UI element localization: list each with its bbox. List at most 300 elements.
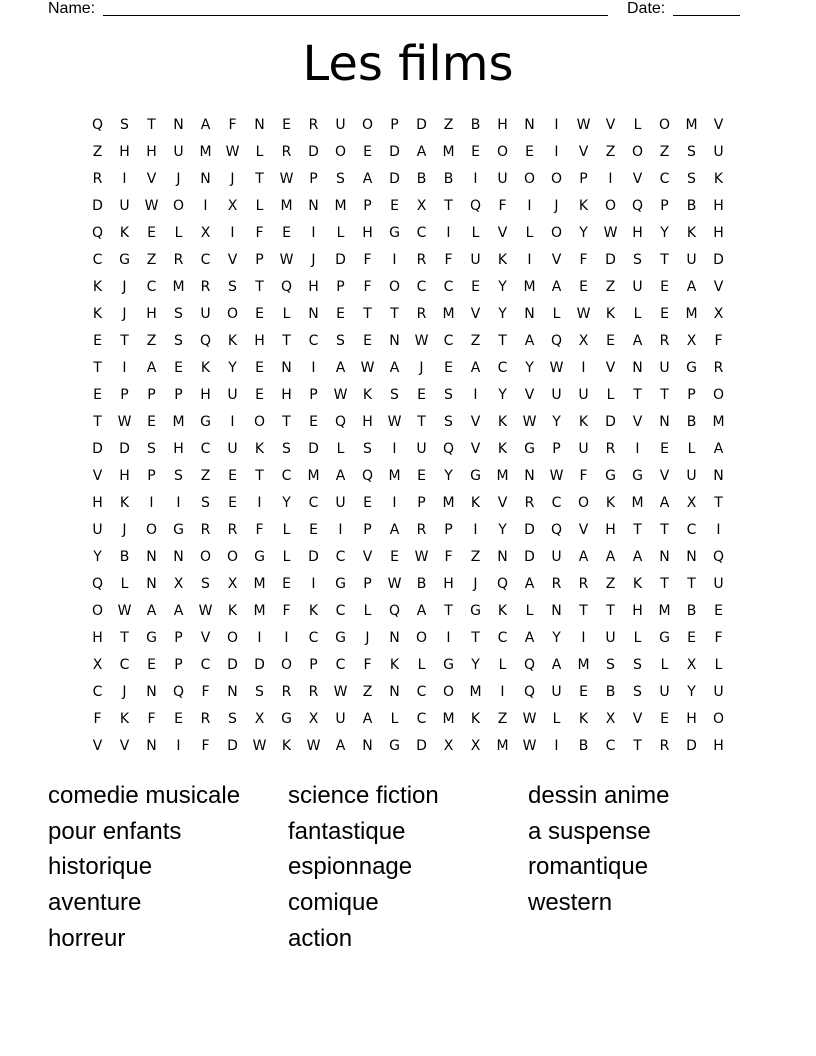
grid-letter[interactable]: M bbox=[442, 306, 455, 322]
grid-letter[interactable]: Y bbox=[498, 279, 507, 295]
grid-letter[interactable]: L bbox=[336, 225, 345, 241]
grid-letter[interactable]: F bbox=[228, 117, 237, 133]
grid-letter[interactable]: V bbox=[146, 171, 157, 187]
grid-letter[interactable]: A bbox=[686, 279, 697, 295]
grid-letter[interactable]: C bbox=[605, 738, 616, 754]
grid-letter[interactable]: V bbox=[92, 468, 103, 484]
grid-letter[interactable]: H bbox=[632, 603, 643, 619]
grid-letter[interactable]: I bbox=[230, 225, 235, 241]
grid-letter[interactable]: V bbox=[578, 522, 589, 538]
grid-letter[interactable]: W bbox=[117, 414, 132, 430]
grid-letter[interactable]: D bbox=[92, 441, 103, 457]
grid-letter[interactable]: V bbox=[632, 171, 643, 187]
grid-letter[interactable]: C bbox=[659, 171, 670, 187]
grid-letter[interactable]: Q bbox=[496, 576, 509, 592]
grid-letter[interactable]: D bbox=[92, 198, 103, 214]
grid-letter[interactable]: T bbox=[660, 387, 669, 403]
grid-letter[interactable]: A bbox=[632, 333, 643, 349]
grid-letter[interactable]: E bbox=[606, 333, 615, 349]
grid-letter[interactable]: P bbox=[363, 522, 372, 538]
grid-letter[interactable]: M bbox=[496, 468, 509, 484]
grid-letter[interactable]: I bbox=[635, 441, 640, 457]
grid-letter[interactable]: E bbox=[255, 306, 264, 322]
grid-letter[interactable]: B bbox=[605, 684, 616, 700]
grid-letter[interactable]: S bbox=[201, 576, 210, 592]
grid-letter[interactable]: S bbox=[444, 387, 453, 403]
grid-letter[interactable]: I bbox=[176, 495, 181, 511]
grid-letter[interactable]: Z bbox=[605, 576, 616, 592]
grid-letter[interactable]: V bbox=[497, 495, 508, 511]
grid-letter[interactable]: S bbox=[255, 684, 264, 700]
grid-letter[interactable]: J bbox=[473, 576, 478, 592]
grid-letter[interactable]: O bbox=[658, 117, 671, 133]
grid-letter[interactable]: A bbox=[362, 711, 373, 727]
grid-letter[interactable]: A bbox=[551, 279, 562, 295]
grid-letter[interactable]: V bbox=[470, 414, 481, 430]
grid-letter[interactable]: I bbox=[257, 630, 262, 646]
grid-letter[interactable]: C bbox=[335, 657, 346, 673]
grid-letter[interactable]: E bbox=[282, 225, 291, 241]
grid-letter[interactable]: A bbox=[416, 603, 427, 619]
grid-letter[interactable]: I bbox=[446, 630, 451, 646]
grid-letter[interactable]: O bbox=[523, 171, 536, 187]
grid-letter[interactable]: F bbox=[363, 252, 372, 268]
grid-letter[interactable]: H bbox=[281, 387, 292, 403]
grid-letter[interactable]: U bbox=[335, 117, 346, 133]
grid-letter[interactable]: K bbox=[632, 576, 643, 592]
grid-letter[interactable]: N bbox=[551, 603, 562, 619]
grid-letter[interactable]: T bbox=[660, 576, 669, 592]
grid-letter[interactable]: C bbox=[416, 225, 427, 241]
grid-letter[interactable]: P bbox=[309, 657, 318, 673]
grid-letter[interactable]: L bbox=[363, 603, 372, 619]
grid-letter[interactable]: K bbox=[497, 252, 508, 268]
grid-letter[interactable]: N bbox=[173, 549, 184, 565]
grid-letter[interactable]: Z bbox=[605, 144, 616, 160]
grid-letter[interactable]: R bbox=[659, 738, 670, 754]
grid-letter[interactable]: U bbox=[497, 171, 508, 187]
grid-letter[interactable]: I bbox=[149, 495, 154, 511]
grid-letter[interactable]: K bbox=[578, 198, 589, 214]
grid-letter[interactable]: T bbox=[660, 252, 669, 268]
grid-letter[interactable]: O bbox=[550, 171, 563, 187]
grid-letter[interactable]: B bbox=[686, 198, 697, 214]
grid-letter[interactable]: N bbox=[200, 171, 211, 187]
grid-letter[interactable]: B bbox=[416, 171, 427, 187]
grid-letter[interactable]: T bbox=[417, 414, 426, 430]
grid-letter[interactable]: E bbox=[363, 333, 372, 349]
grid-letter[interactable]: L bbox=[606, 387, 615, 403]
grid-letter[interactable]: M bbox=[253, 576, 266, 592]
grid-letter[interactable]: N bbox=[362, 738, 373, 754]
grid-letter[interactable]: P bbox=[174, 630, 183, 646]
grid-letter[interactable]: U bbox=[659, 684, 670, 700]
grid-letter[interactable]: B bbox=[578, 738, 589, 754]
grid-letter[interactable]: T bbox=[93, 414, 102, 430]
grid-letter[interactable]: H bbox=[605, 522, 616, 538]
grid-letter[interactable]: K bbox=[254, 441, 265, 457]
grid-letter[interactable]: B bbox=[686, 603, 697, 619]
grid-letter[interactable]: M bbox=[172, 414, 185, 430]
grid-letter[interactable]: O bbox=[712, 711, 725, 727]
grid-letter[interactable]: X bbox=[416, 198, 427, 214]
grid-letter[interactable]: H bbox=[443, 576, 454, 592]
grid-letter[interactable]: M bbox=[685, 117, 698, 133]
grid-letter[interactable]: E bbox=[363, 144, 372, 160]
grid-letter[interactable]: R bbox=[416, 306, 427, 322]
grid-letter[interactable]: C bbox=[200, 441, 211, 457]
grid-letter[interactable]: F bbox=[201, 684, 210, 700]
grid-letter[interactable]: W bbox=[360, 360, 375, 376]
grid-letter[interactable]: P bbox=[309, 387, 318, 403]
grid-letter[interactable]: D bbox=[416, 117, 427, 133]
grid-letter[interactable]: S bbox=[633, 684, 642, 700]
grid-letter[interactable]: T bbox=[633, 387, 642, 403]
grid-letter[interactable]: B bbox=[119, 549, 130, 565]
grid-letter[interactable]: C bbox=[443, 333, 454, 349]
grid-letter[interactable]: E bbox=[471, 279, 480, 295]
grid-letter[interactable]: H bbox=[632, 225, 643, 241]
grid-letter[interactable]: U bbox=[119, 198, 130, 214]
grid-letter[interactable]: V bbox=[227, 252, 238, 268]
grid-letter[interactable]: Y bbox=[282, 495, 291, 511]
grid-letter[interactable]: W bbox=[414, 333, 429, 349]
grid-letter[interactable]: Q bbox=[280, 279, 293, 295]
grid-letter[interactable]: U bbox=[632, 279, 643, 295]
grid-letter[interactable]: T bbox=[255, 279, 264, 295]
grid-letter[interactable]: C bbox=[686, 522, 697, 538]
grid-letter[interactable]: I bbox=[554, 117, 559, 133]
grid-letter[interactable]: W bbox=[225, 144, 240, 160]
grid-letter[interactable]: R bbox=[524, 495, 535, 511]
grid-letter[interactable]: V bbox=[632, 711, 643, 727]
grid-letter[interactable]: O bbox=[496, 144, 509, 160]
grid-letter[interactable]: S bbox=[633, 252, 642, 268]
grid-letter[interactable]: N bbox=[686, 549, 697, 565]
grid-letter[interactable]: E bbox=[660, 441, 669, 457]
grid-letter[interactable]: C bbox=[416, 279, 427, 295]
grid-letter[interactable]: C bbox=[92, 252, 103, 268]
grid-letter[interactable]: C bbox=[497, 630, 508, 646]
grid-letter[interactable]: T bbox=[120, 630, 129, 646]
grid-letter[interactable]: F bbox=[498, 198, 507, 214]
grid-letter[interactable]: G bbox=[335, 576, 346, 592]
grid-letter[interactable]: X bbox=[227, 198, 238, 214]
grid-letter[interactable]: I bbox=[554, 144, 559, 160]
grid-letter[interactable]: U bbox=[605, 630, 616, 646]
grid-letter[interactable]: T bbox=[390, 306, 399, 322]
grid-letter[interactable]: N bbox=[524, 306, 535, 322]
grid-letter[interactable]: U bbox=[227, 441, 238, 457]
grid-letter[interactable]: H bbox=[200, 387, 211, 403]
grid-letter[interactable]: L bbox=[417, 657, 426, 673]
grid-letter[interactable]: I bbox=[527, 252, 532, 268]
grid-letter[interactable]: E bbox=[579, 279, 588, 295]
grid-letter[interactable]: L bbox=[687, 441, 696, 457]
grid-letter[interactable]: U bbox=[470, 252, 481, 268]
grid-letter[interactable]: Q bbox=[334, 414, 347, 430]
grid-letter[interactable]: D bbox=[713, 252, 724, 268]
grid-letter[interactable]: A bbox=[524, 333, 535, 349]
grid-letter[interactable]: T bbox=[120, 333, 129, 349]
grid-letter[interactable]: O bbox=[145, 522, 158, 538]
grid-letter[interactable]: I bbox=[446, 225, 451, 241]
grid-letter[interactable]: O bbox=[253, 414, 266, 430]
grid-letter[interactable]: A bbox=[146, 603, 157, 619]
grid-letter[interactable]: C bbox=[308, 333, 319, 349]
grid-letter[interactable]: L bbox=[552, 306, 561, 322]
grid-letter[interactable]: D bbox=[605, 252, 616, 268]
grid-letter[interactable]: P bbox=[255, 252, 264, 268]
grid-letter[interactable]: N bbox=[524, 117, 535, 133]
grid-letter[interactable]: H bbox=[92, 630, 103, 646]
grid-letter[interactable]: V bbox=[92, 738, 103, 754]
grid-letter[interactable]: K bbox=[497, 414, 508, 430]
grid-letter[interactable]: J bbox=[230, 171, 235, 187]
grid-letter[interactable]: L bbox=[282, 522, 291, 538]
grid-letter[interactable]: W bbox=[603, 225, 618, 241]
grid-letter[interactable]: V bbox=[551, 252, 562, 268]
grid-letter[interactable]: Q bbox=[361, 468, 374, 484]
grid-letter[interactable]: E bbox=[660, 306, 669, 322]
grid-letter[interactable]: Y bbox=[498, 522, 507, 538]
grid-letter[interactable]: A bbox=[605, 549, 616, 565]
grid-letter[interactable]: I bbox=[554, 738, 559, 754]
grid-letter[interactable]: G bbox=[686, 360, 697, 376]
grid-letter[interactable]: M bbox=[334, 198, 347, 214]
grid-letter[interactable]: O bbox=[361, 117, 374, 133]
grid-letter[interactable]: E bbox=[579, 684, 588, 700]
grid-letter[interactable]: E bbox=[471, 144, 480, 160]
grid-letter[interactable]: R bbox=[200, 522, 211, 538]
grid-letter[interactable]: V bbox=[200, 630, 211, 646]
grid-letter[interactable]: S bbox=[390, 387, 399, 403]
grid-letter[interactable]: U bbox=[551, 684, 562, 700]
grid-letter[interactable]: S bbox=[336, 171, 345, 187]
grid-letter[interactable]: O bbox=[226, 549, 239, 565]
grid-letter[interactable]: A bbox=[524, 576, 535, 592]
grid-letter[interactable]: O bbox=[577, 495, 590, 511]
grid-letter[interactable]: J bbox=[122, 522, 127, 538]
grid-letter[interactable]: U bbox=[713, 576, 724, 592]
grid-letter[interactable]: M bbox=[442, 144, 455, 160]
grid-letter[interactable]: M bbox=[577, 657, 590, 673]
grid-letter[interactable]: M bbox=[712, 414, 725, 430]
grid-letter[interactable]: S bbox=[174, 468, 183, 484]
grid-letter[interactable]: E bbox=[282, 117, 291, 133]
grid-letter[interactable]: W bbox=[252, 738, 267, 754]
grid-letter[interactable]: R bbox=[578, 576, 589, 592]
grid-letter[interactable]: G bbox=[335, 630, 346, 646]
grid-letter[interactable]: N bbox=[389, 684, 400, 700]
grid-letter[interactable]: L bbox=[174, 225, 183, 241]
grid-letter[interactable]: I bbox=[284, 630, 289, 646]
grid-letter[interactable]: D bbox=[389, 171, 400, 187]
grid-letter[interactable]: E bbox=[174, 360, 183, 376]
grid-letter[interactable]: N bbox=[254, 117, 265, 133]
grid-letter[interactable]: S bbox=[606, 657, 615, 673]
grid-letter[interactable]: Q bbox=[172, 684, 185, 700]
grid-letter[interactable]: O bbox=[172, 198, 185, 214]
grid-letter[interactable]: I bbox=[176, 738, 181, 754]
grid-letter[interactable]: D bbox=[686, 738, 697, 754]
grid-letter[interactable]: L bbox=[336, 441, 345, 457]
grid-letter[interactable]: Q bbox=[388, 603, 401, 619]
grid-letter[interactable]: D bbox=[524, 549, 535, 565]
grid-letter[interactable]: N bbox=[173, 117, 184, 133]
grid-letter[interactable]: K bbox=[281, 738, 292, 754]
grid-letter[interactable]: A bbox=[362, 171, 373, 187]
grid-letter[interactable]: R bbox=[605, 441, 616, 457]
grid-letter[interactable]: M bbox=[172, 279, 185, 295]
grid-letter[interactable]: E bbox=[228, 468, 237, 484]
grid-letter[interactable]: P bbox=[147, 468, 156, 484]
grid-letter[interactable]: V bbox=[605, 117, 616, 133]
grid-letter[interactable]: C bbox=[146, 279, 157, 295]
grid-letter[interactable]: A bbox=[524, 630, 535, 646]
grid-letter[interactable]: A bbox=[578, 549, 589, 565]
grid-letter[interactable]: G bbox=[605, 468, 616, 484]
grid-letter[interactable]: R bbox=[200, 711, 211, 727]
grid-letter[interactable]: O bbox=[604, 198, 617, 214]
grid-letter[interactable]: V bbox=[470, 441, 481, 457]
grid-letter[interactable]: X bbox=[470, 738, 481, 754]
grid-letter[interactable]: G bbox=[389, 738, 400, 754]
grid-letter[interactable]: J bbox=[122, 684, 127, 700]
grid-letter[interactable]: I bbox=[257, 495, 262, 511]
grid-letter[interactable]: F bbox=[282, 603, 291, 619]
grid-letter[interactable]: L bbox=[714, 657, 723, 673]
grid-letter[interactable]: R bbox=[281, 684, 292, 700]
grid-letter[interactable]: Z bbox=[470, 333, 481, 349]
grid-letter[interactable]: X bbox=[92, 657, 103, 673]
grid-letter[interactable]: C bbox=[335, 549, 346, 565]
grid-letter[interactable]: W bbox=[333, 387, 348, 403]
grid-letter[interactable]: E bbox=[282, 576, 291, 592]
grid-letter[interactable]: G bbox=[146, 630, 157, 646]
grid-letter[interactable]: S bbox=[687, 171, 696, 187]
grid-letter[interactable]: X bbox=[173, 576, 184, 592]
grid-letter[interactable]: U bbox=[92, 522, 103, 538]
grid-letter[interactable]: C bbox=[308, 630, 319, 646]
grid-letter[interactable]: E bbox=[525, 144, 534, 160]
grid-letter[interactable]: J bbox=[554, 198, 559, 214]
grid-letter[interactable]: A bbox=[200, 117, 211, 133]
grid-letter[interactable]: O bbox=[91, 603, 104, 619]
grid-letter[interactable]: F bbox=[255, 225, 264, 241]
grid-letter[interactable]: W bbox=[387, 414, 402, 430]
grid-letter[interactable]: T bbox=[606, 603, 615, 619]
grid-letter[interactable]: X bbox=[200, 225, 211, 241]
grid-letter[interactable]: Z bbox=[146, 252, 157, 268]
grid-letter[interactable]: W bbox=[387, 576, 402, 592]
grid-letter[interactable]: N bbox=[281, 360, 292, 376]
grid-letter[interactable]: P bbox=[660, 198, 669, 214]
grid-letter[interactable]: F bbox=[579, 252, 588, 268]
grid-letter[interactable]: I bbox=[311, 225, 316, 241]
grid-letter[interactable]: I bbox=[230, 414, 235, 430]
grid-letter[interactable]: Q bbox=[550, 522, 563, 538]
grid-letter[interactable]: T bbox=[363, 306, 372, 322]
grid-letter[interactable]: Q bbox=[91, 225, 104, 241]
grid-letter[interactable]: T bbox=[498, 333, 507, 349]
grid-letter[interactable]: D bbox=[227, 657, 238, 673]
grid-letter[interactable]: G bbox=[632, 468, 643, 484]
grid-letter[interactable]: A bbox=[335, 738, 346, 754]
grid-letter[interactable]: I bbox=[311, 576, 316, 592]
grid-letter[interactable]: P bbox=[309, 171, 318, 187]
grid-letter[interactable]: K bbox=[578, 414, 589, 430]
grid-letter[interactable]: W bbox=[279, 252, 294, 268]
grid-letter[interactable]: U bbox=[713, 144, 724, 160]
grid-letter[interactable]: P bbox=[363, 198, 372, 214]
grid-letter[interactable]: V bbox=[578, 144, 589, 160]
grid-letter[interactable]: V bbox=[605, 360, 616, 376]
grid-letter[interactable]: T bbox=[633, 522, 642, 538]
grid-letter[interactable]: P bbox=[336, 279, 345, 295]
grid-letter[interactable]: E bbox=[687, 630, 696, 646]
grid-letter[interactable]: T bbox=[687, 576, 696, 592]
grid-letter[interactable]: R bbox=[227, 522, 238, 538]
grid-letter[interactable]: U bbox=[227, 387, 238, 403]
grid-letter[interactable]: L bbox=[390, 711, 399, 727]
grid-letter[interactable]: T bbox=[282, 414, 291, 430]
grid-letter[interactable]: L bbox=[633, 630, 642, 646]
grid-letter[interactable]: I bbox=[122, 360, 127, 376]
grid-letter[interactable]: W bbox=[306, 738, 321, 754]
grid-letter[interactable]: A bbox=[389, 522, 400, 538]
grid-letter[interactable]: P bbox=[579, 171, 588, 187]
grid-letter[interactable]: M bbox=[280, 198, 293, 214]
grid-letter[interactable]: A bbox=[389, 360, 400, 376]
grid-letter[interactable]: J bbox=[419, 360, 424, 376]
grid-letter[interactable]: Q bbox=[523, 657, 536, 673]
grid-letter[interactable]: E bbox=[714, 603, 723, 619]
grid-letter[interactable]: Y bbox=[687, 684, 696, 700]
grid-letter[interactable]: F bbox=[363, 657, 372, 673]
grid-letter[interactable]: R bbox=[200, 279, 211, 295]
grid-letter[interactable]: A bbox=[416, 144, 427, 160]
grid-letter[interactable]: B bbox=[470, 117, 481, 133]
grid-letter[interactable]: L bbox=[633, 117, 642, 133]
grid-letter[interactable]: A bbox=[551, 657, 562, 673]
grid-letter[interactable]: B bbox=[416, 576, 427, 592]
grid-letter[interactable]: N bbox=[497, 549, 508, 565]
grid-letter[interactable]: P bbox=[147, 387, 156, 403]
grid-letter[interactable]: Z bbox=[659, 144, 670, 160]
grid-letter[interactable]: O bbox=[442, 684, 455, 700]
grid-letter[interactable]: R bbox=[173, 252, 184, 268]
grid-letter[interactable]: P bbox=[417, 495, 426, 511]
grid-letter[interactable]: E bbox=[147, 414, 156, 430]
grid-letter[interactable]: K bbox=[497, 441, 508, 457]
grid-letter[interactable]: Y bbox=[498, 387, 507, 403]
grid-letter[interactable]: W bbox=[549, 360, 564, 376]
grid-letter[interactable]: V bbox=[713, 279, 724, 295]
grid-letter[interactable]: S bbox=[228, 279, 237, 295]
grid-letter[interactable]: Q bbox=[199, 333, 212, 349]
grid-letter[interactable]: O bbox=[631, 144, 644, 160]
grid-letter[interactable]: K bbox=[605, 495, 616, 511]
grid-letter[interactable]: K bbox=[470, 711, 481, 727]
grid-letter[interactable]: S bbox=[147, 441, 156, 457]
grid-letter[interactable]: W bbox=[279, 171, 294, 187]
grid-letter[interactable]: G bbox=[281, 711, 292, 727]
grid-letter[interactable]: L bbox=[282, 306, 291, 322]
grid-letter[interactable]: O bbox=[226, 306, 239, 322]
grid-letter[interactable]: K bbox=[119, 711, 130, 727]
grid-letter[interactable]: E bbox=[660, 711, 669, 727]
